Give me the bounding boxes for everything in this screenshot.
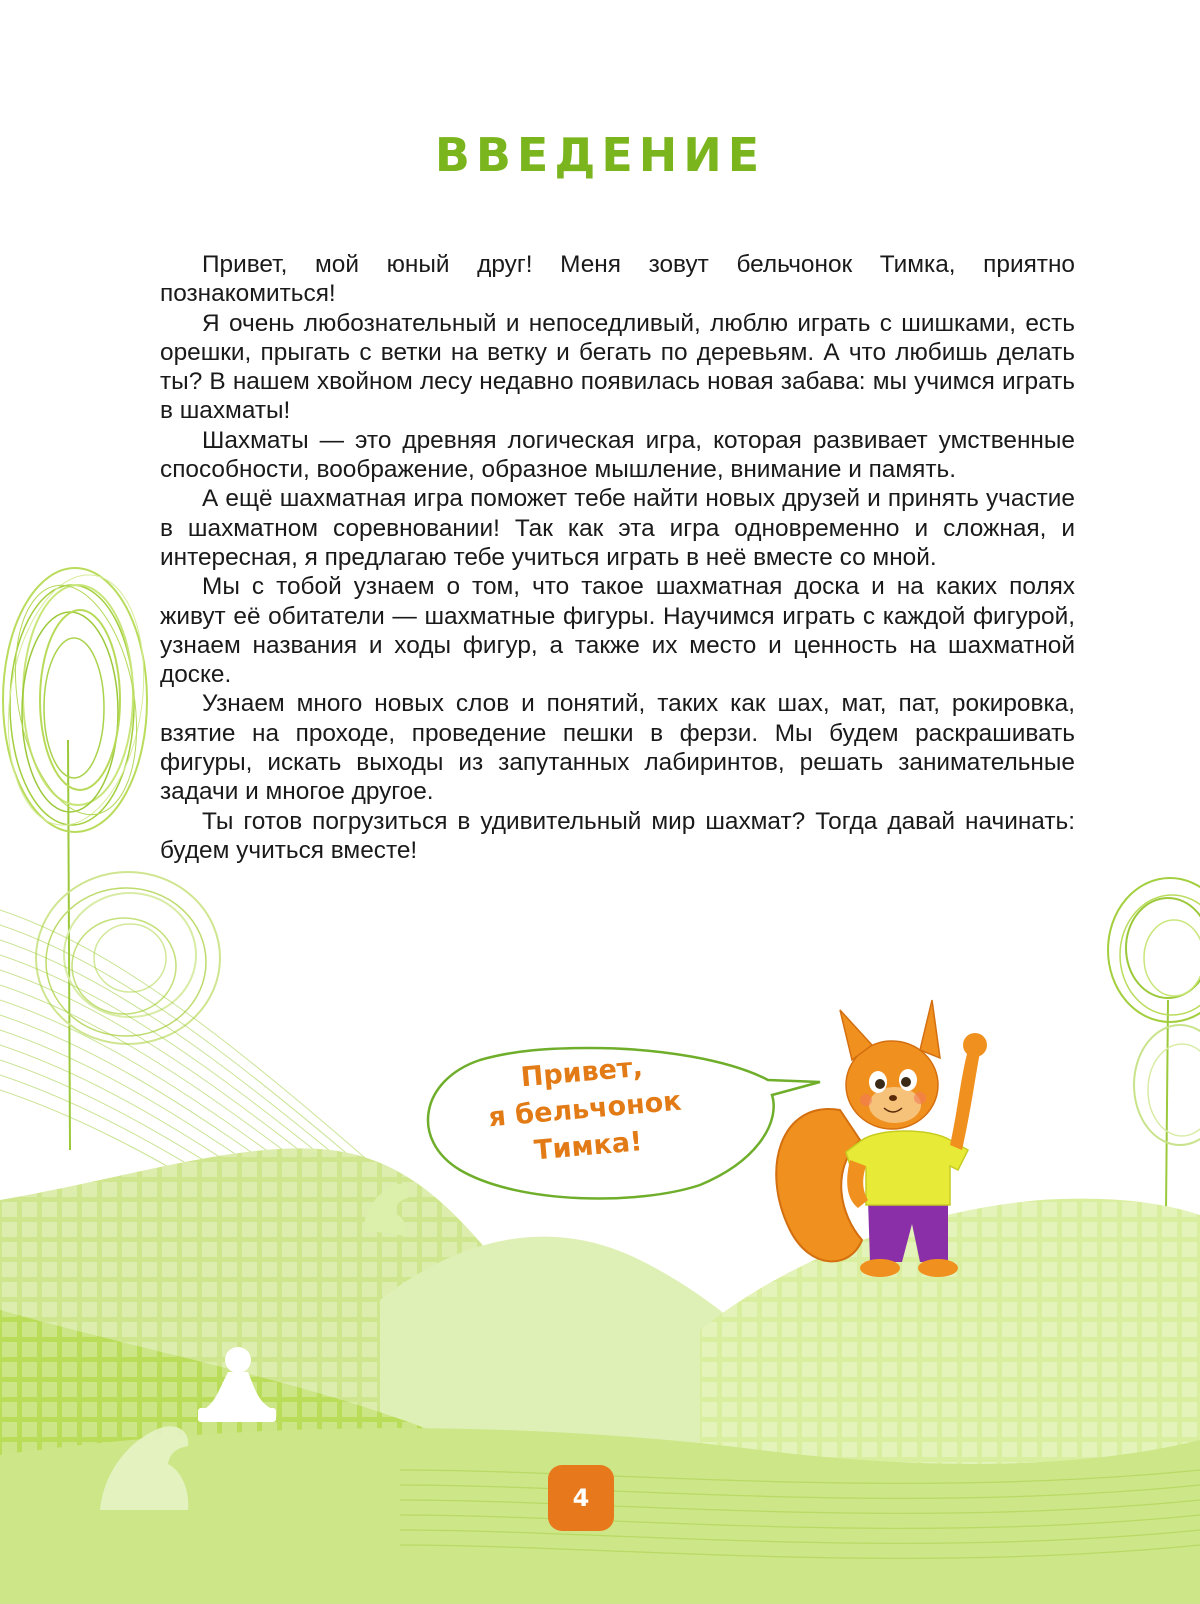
speech-line: Привет, bbox=[519, 1051, 644, 1094]
paragraph: Шахматы — это древняя логическая игра, которая развивает умственные способности, воображение, образное мышление, внимание и память. bbox=[160, 426, 1075, 484]
paragraph: Ты готов погрузиться в удивительный мир шахмат? Тогда давай начинать: будем учиться вместе! bbox=[160, 807, 1075, 864]
paragraph: Я очень любознательный и непоседливый, люблю играть с шишками, есть орешки, прыгать с ветки на ветку и бегать по деревьям. А что любишь делать ты? В нашем хвойном лесу недавно появилась новая забава: мы учимся играть в шахматы! bbox=[160, 309, 1075, 425]
scribble-tree-icon bbox=[1108, 878, 1200, 1210]
speech-line: Тимка! bbox=[532, 1126, 644, 1167]
paragraph: Узнаем много новых слов и понятий, таких как шах, мат, пат, рокировка, взятие на проходе, проведение пешки в ферзи. Мы будем раскрашивать фигуры, искать выходы из запутанных лабиринтов, решать занимательные задачи и многое другое. bbox=[160, 690, 1075, 806]
intro-text bbox=[160, 250, 1075, 865]
page-title: ВВЕДЕНИЕ bbox=[434, 128, 766, 182]
paragraph: Мы с тобой узнаем о том, что такое шахматная доска и на каких полях живут её обитатели — шахматные фигуры. Научимся играть с каждой фигурой, узнаем названия и ходы фигур, а также их место и ценность на шахматной доске. bbox=[160, 573, 1075, 689]
speech-bubble-text bbox=[466, 1044, 705, 1175]
speech-line: я бельчонок bbox=[487, 1085, 683, 1134]
paragraph: А ещё шахматная игра поможет тебе найти новых друзей и принять участие в шахматном соревновании! Так как эта игра одновременно и сложная, и интересная, я предлагаю тебе учиться играть в неё вместе со мной. bbox=[160, 485, 1075, 571]
paragraph: Привет, мой юный друг! Меня зовут бельчонок Тимка, приятно познакомиться! bbox=[160, 251, 1075, 308]
page-number: 4 bbox=[548, 1465, 614, 1531]
